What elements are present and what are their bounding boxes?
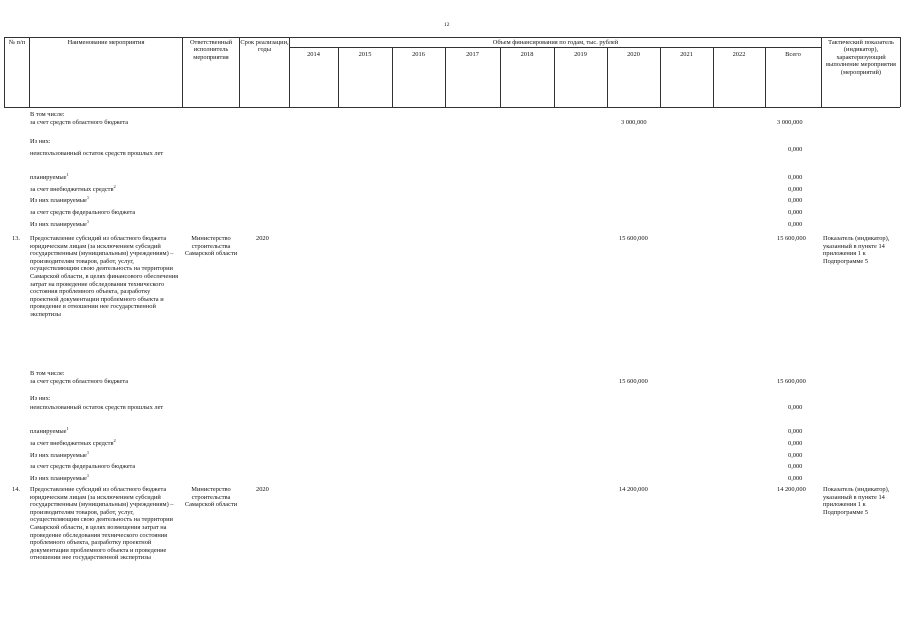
row13-planned-label: планируемые$^1$ (30, 426, 69, 435)
header-col-indicator: Тактический показатель (индикатор), характеризующий выполнение мероприятия (мероприятий) (826, 39, 896, 76)
row13-extrabudget-text: за счет внебюджетных средств (30, 440, 114, 447)
row13-unused-label: неиспользованный остаток средств прошлых лет (30, 404, 164, 411)
header-year: 2020 (627, 51, 640, 58)
header-year: 2017 (466, 51, 479, 58)
unused-balance-label: неиспользованный остаток средств прошлых лет (30, 150, 164, 157)
row14-total-value: 14 200,000 (777, 486, 806, 493)
header-year: 2016 (412, 51, 425, 58)
extrabudget-total-value: 0,000 (788, 186, 803, 193)
row13-extrabudget-label: за счет внебюджетных средств$^2$ (30, 438, 116, 447)
row13-extra-planned-total-value: 0,000 (788, 452, 803, 459)
regional-budget-label: за счет средств областного бюджета (30, 119, 129, 126)
planned-text: планируемые (30, 174, 67, 181)
regional-total-value: 3 000,000 (777, 119, 803, 126)
header-total: Всего (785, 51, 801, 58)
in-total-label: В том числе: (30, 111, 65, 118)
extra-planned-total-value: 0,000 (788, 197, 803, 204)
row13-regional-label: за счет средств областного бюджета (30, 378, 129, 385)
header-year: 2015 (358, 51, 372, 58)
row13-regional-total-value: 15 600,000 (777, 378, 806, 385)
header-col-resp: Ответственный исполнитель мероприятия (189, 39, 233, 61)
row13-extrabudget-total-value: 0,000 (788, 440, 803, 447)
col-border (29, 37, 30, 107)
row13-name: Предоставление субсидий из областного бюджета юридическим лицам (за исключением субсидий государственным (муниципальным) учреждениям) – производителям товаров, работ, услуг, осуществляющим свою деятельность на территории Самарской области, в целях финансового обеспечения затрат на проведение обследования технического состояния проблемного объекта, разработку проектной документации проблемного объекта и проведение в отношении нее государственной экспертизы (30, 235, 179, 318)
extrabudget-text: за счет внебюджетных средств (30, 186, 114, 193)
header-year: 2014 (307, 51, 320, 58)
row13-in-total-label: В том числе: (30, 370, 65, 377)
header-year: 2022 (732, 51, 746, 58)
extrabudget-label: за счет внебюджетных средств$^2$ (30, 184, 116, 193)
col-border (289, 37, 290, 107)
header-col-name: Наименование мероприятия (67, 39, 145, 46)
header-bottom-line (4, 107, 900, 108)
header-col-no: № п/п (8, 39, 26, 46)
federal-planned-text: Из них планируемые (30, 221, 87, 228)
header-col-funding: Объем финансирования по годам, тыс. рублей (492, 39, 619, 46)
row13-federal-planned-label: Из них планируемые$^1$ (30, 473, 90, 482)
row13-number: 13. (12, 235, 20, 242)
col-border (4, 37, 5, 107)
header-year: 2018 (520, 51, 534, 58)
col-border (900, 37, 901, 107)
row13-extra-planned-label: Из них планируемые$^1$ (30, 450, 90, 459)
planned-label: планируемые$^1$ (30, 172, 69, 181)
row14-2020-value: 14 200,000 (619, 486, 648, 493)
federal-total-value: 0,000 (788, 209, 803, 216)
row13-2020-value: 15 600,000 (619, 235, 648, 242)
row13-responsible: Министерство строительства Самарской области (184, 235, 238, 258)
row14-name: Предоставление субсидий из областного бюджета юридическим лицам (за исключением субсидий государственным (муниципальным) учреждениям) – производителям товаров, работ, услуг, осуществляющим свою деятельность на территории Самарской области, в целях возмещения затрат на проведение обследования технического состояния проблемного объекта, разработку проектной документации проблемного объекта и проведение отношении нее государственной экспертизы (30, 486, 174, 562)
row13-regional-2020-value: 15 600,000 (619, 378, 648, 385)
unused-total-value: 0,000 (788, 146, 803, 153)
row13-federal-planned-text: Из них планируемые (30, 475, 87, 482)
header-year: 2019 (574, 51, 587, 58)
row14-number: 14. (12, 486, 20, 493)
row13-period: 2020 (256, 235, 269, 242)
row13-planned-total-value: 0,000 (788, 428, 803, 435)
extra-planned-label: Из них планируемые$^1$ (30, 195, 90, 204)
header-year: 2021 (680, 51, 693, 58)
page-number: 12 (444, 22, 450, 28)
regional-2020-value: 3 000,000 (621, 119, 647, 126)
row14-indicator: Показатель (индикатор), указанный в пункте 14 приложения 1 к Подпрограмме 5 (823, 486, 890, 516)
row13-federal-planned-total-value: 0,000 (788, 475, 803, 482)
of-them-label: Из них: (30, 138, 51, 145)
row13-unused-total-value: 0,000 (788, 404, 803, 411)
row13-federal-total-value: 0,000 (788, 463, 803, 470)
header-top-line (4, 37, 900, 38)
federal-label: за счет средств федерального бюджета (30, 209, 136, 216)
row14-responsible: Министерство строительства Самарской области (184, 486, 238, 509)
planned-total-value: 0,000 (788, 174, 803, 181)
row13-total-value: 15 600,000 (777, 235, 806, 242)
row13-of-them-label: Из них: (30, 395, 51, 402)
federal-planned-total-value: 0,000 (788, 221, 803, 228)
row14-period: 2020 (256, 486, 269, 493)
row13-extra-planned-text: Из них планируемые (30, 452, 87, 459)
header-years-line (289, 47, 821, 48)
header-col-period: Срок реализации, годы (240, 39, 289, 54)
row13-indicator: Показатель (индикатор), указанный в пункте 14 приложения 1 к Подпрограмме 5 (823, 235, 890, 265)
row13-federal-label: за счет средств федерального бюджета (30, 463, 136, 470)
federal-planned-label: Из них планируемые$^1$ (30, 219, 90, 228)
extra-planned-text: Из них планируемые (30, 197, 87, 204)
row13-planned-text: планируемые (30, 428, 67, 435)
